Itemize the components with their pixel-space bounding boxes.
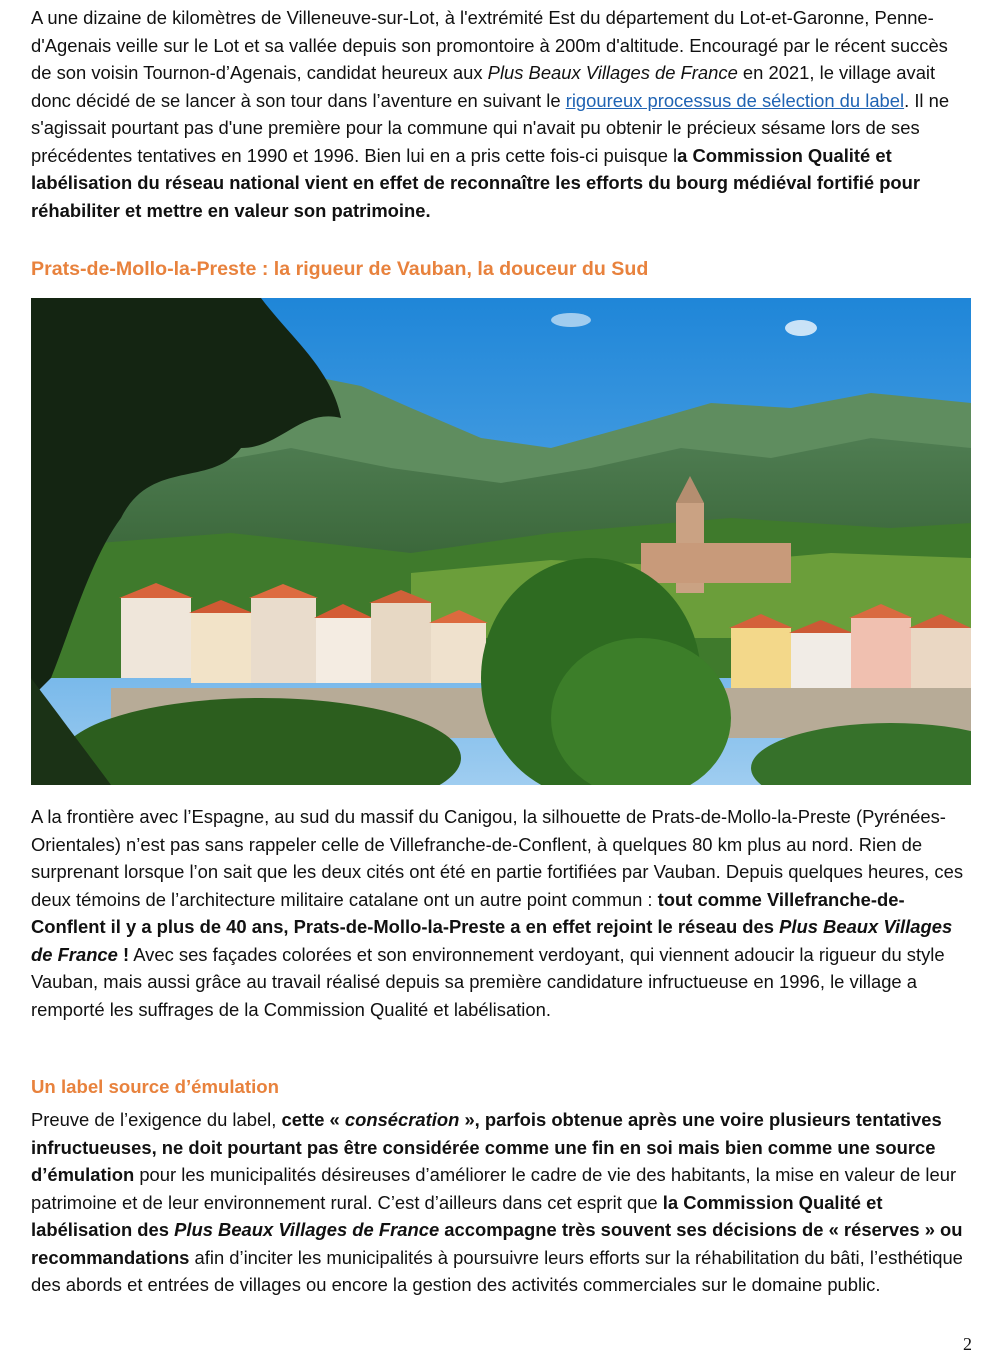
text-run: A la frontière avec l’Espagne, au sud du massif du Canigou, la silhouette de Prats-de-Mollo-la-Preste (Pyrénées-Orientales) n’est pas sans rappeler celle de Villefranche-de-Conflent, à quelques 80 km plus au nord. Rien de surprenant lorsque l’on sait que les deux cités ont été en partie fortifiées par Vauban. Depuis quelques heures, ces deux témoins de l’architecture militaire catalane ont un autre point commun : [31,806,964,910]
bold-run: ! [117,943,130,965]
label-paragraph [31,1106,971,1299]
text-run: . Il ne s'agissait pourtant pas d'une première pour la commune qui n'avait pu obtenir le précieux sésame lors de ses précédentes tentatives en 1990 et 1996. Bien lui en a pris cette fois-ci puisque l [31,89,950,166]
text-run: pour les municipalités désireuses d’améliorer le cadre de vie des habitants, la mise en valeur de leur patrimoine et de leur environnement rural. C’est d’ailleurs dans cet esprit que [31,1164,957,1213]
section-heading-label: Un label source d’émulation [31,1076,279,1097]
bold-italic-run [174,1219,439,1240]
village-photo [31,298,971,785]
bold-run: a Commission Qualité et labélisation du réseau national vient en effet de reconnaître les efforts du bourg médiéval fortifié pour réhabiliter et mettre en valeur son patrimoine. [31,144,921,221]
selection-process-link[interactable]: rigoureux processus de sélection du label [565,89,905,111]
bold-run: accompagne très souvent ses décisions de « réserves » ou recommandations [31,1219,963,1268]
bold-run: cette « [281,1109,345,1130]
italic-run: Plus Beaux Villages de France [31,916,953,965]
intro-paragraph [31,4,971,224]
text-run: en 2021, le village avait donc décidé de se lancer à son tour dans l’aventure en suivant le [31,62,936,111]
italic-run: Plus Beaux Villages de France [174,1219,440,1240]
prats-paragraph [31,803,971,1023]
bold-run: tout comme Villefranche-de-Conflent il y a plus de 40 ans, Prats-de-Mollo-la-Preste a en effet rejoint le réseau des [31,888,905,937]
section-heading-prats: Prats-de-Mollo-la-Preste : la rigueur de Vauban, la douceur du Sud [31,258,649,280]
bold-run: », parfois obtenue après une voire plusieurs tentatives infructueuses, ne doit pourtant pas être considérée comme une fin en soi mais bien comme une source d’émulation [31,1109,942,1185]
italic-run: consécration [344,1109,460,1130]
village-landscape-image [31,298,971,785]
text-run: A une dizaine de kilomètres de Villeneuve-sur-Lot, à l'extrémité Est du département du Lot-et-Garonne, Penne-d'Agenais veille sur le Lot et sa vallée depuis son promontoire à 200m d'altitude. Encouragé par le récent succès de son voisin Tournon-d’Agenais, candidat heureux aux [31,7,948,83]
page-number: 2 [963,1334,972,1354]
text-run: Preuve de l’exigence du label, [31,1109,282,1130]
bold-italic-run [345,1109,459,1130]
bold-run: la Commission Qualité et labélisation des [31,1191,883,1240]
italic-run: Plus Beaux Villages de France [487,62,738,83]
text-run: afin d’inciter les municipalités à poursuivre leurs efforts sur la réhabilitation du bâti, l’esthétique des abords et entrées de villages ou encore la gestion des activités commerciales sur le domaine public. [31,1246,963,1295]
text-run: Avec ses façades colorées et son environnement verdoyant, qui viennent adoucir la rigueur du style Vauban, mais aussi grâce au travail réalisé depuis sa première candidature infructueuse en 1996, le village a remporté les suffrages de la Commission Qualité et labélisation. [31,943,945,1020]
